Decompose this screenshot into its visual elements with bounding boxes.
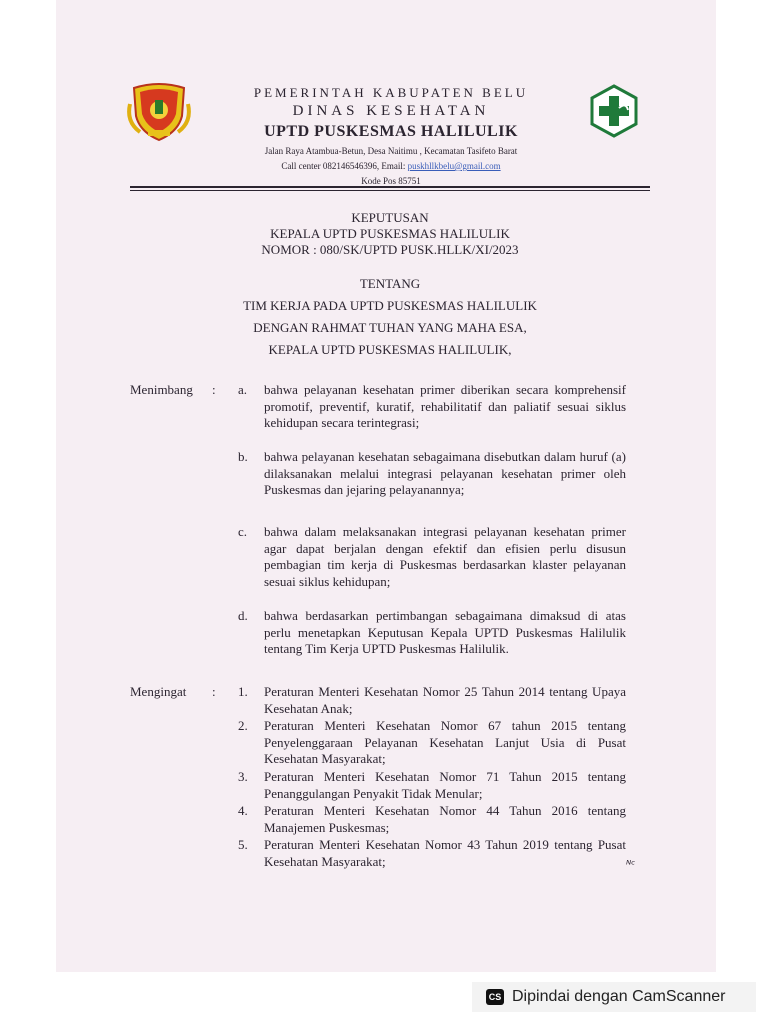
item-text: bahwa pelayanan kesehatan primer diberikan secara komprehensif promotif, preventif, kuratif, rehabilitatif dan paliatif sesuai siklus kehidupan secara terintegrasi; — [264, 382, 626, 431]
letterhead-address: Jalan Raya Atambua-Betun, Desa Naitimu , Kecamatan Tasifeto Barat — [264, 146, 518, 156]
mengingat-item — [238, 718, 626, 768]
item-mark: 4. — [238, 803, 248, 818]
letterhead — [196, 84, 586, 188]
about-label: TENTANG — [359, 276, 421, 291]
camscanner-watermark — [472, 982, 756, 1012]
letterhead-department: DINAS KESEHATAN — [292, 103, 490, 119]
letterhead-rule-thin — [130, 190, 650, 191]
item-text: Peraturan Menteri Kesehatan Nomor 25 Tahun 2014 tentang Upaya Kesehatan Anak; — [264, 684, 626, 716]
camscanner-icon: CS — [486, 989, 504, 1005]
item-text: bahwa dalam melaksanakan integrasi pelayanan kesehatan primer agar dapat berjalan dengan efektif dan efisien perlu disusun pembagian tim kerja di Puskesmas berdasarkan klaster pelayanan sesuai siklus kehidupan; — [264, 524, 626, 589]
item-text: Peraturan Menteri Kesehatan Nomor 67 tahun 2015 tentang Penyelenggaraan Pelayanan Kesehatan Lanjut Usia di Pusat Kesehatan Masyarakat; — [264, 718, 626, 767]
menimbang-item — [238, 382, 626, 432]
mengingat-item — [238, 837, 626, 870]
item-text: bahwa berdasarkan pertimbangan sebagaimana dimaksud di atas perlu menetapkan Keputusan Kepala UPTD Puskesmas Halilulik tentang Tim Kerja UPTD Puskesmas Halilulik. — [264, 608, 626, 657]
item-text: Peraturan Menteri Kesehatan Nomor 43 Tahun 2019 tentang Pusat Kesehatan Masyarakat; — [264, 837, 626, 869]
item-mark: 1. — [238, 684, 248, 699]
item-text: bahwa pelayanan kesehatan sebagaimana disebutkan dalam huruf (a) dilaksanakan melalui integrasi pelayanan kesehatan primer oleh Puskesmas dan jejaring pelayanannya; — [264, 449, 626, 498]
email-link[interactable]: puskhllkbelu@gmail.com — [407, 161, 501, 171]
decree-number: NOMOR : 080/SK/UPTD PUSK.HLLK/XI/2023 — [261, 242, 519, 257]
letterhead-government: PEMERINTAH KABUPATEN BELU — [253, 85, 529, 100]
decree-heading — [130, 210, 650, 258]
item-mark: c. — [238, 524, 248, 539]
decree-title: KEPUTUSAN — [351, 210, 429, 225]
mengingat-item — [238, 803, 626, 836]
item-text: Peraturan Menteri Kesehatan Nomor 44 Tahun 2016 tentang Manajemen Puskesmas; — [264, 803, 626, 835]
item-mark: 3. — [238, 769, 248, 784]
menimbang-colon: : — [212, 382, 216, 397]
menimbang-item — [238, 524, 626, 590]
mengingat-item — [238, 769, 626, 802]
letterhead-institution: UPTD PUSKESMAS HALILULIK — [264, 123, 518, 140]
menimbang-label: Menimbang — [130, 382, 193, 397]
decree-grace: DENGAN RAHMAT TUHAN YANG MAHA ESA, — [253, 320, 527, 335]
decree-subject: TIM KERJA PADA UPTD PUSKESMAS HALILULIK — [243, 298, 537, 313]
mengingat-label: Mengingat — [130, 684, 187, 699]
handwritten-initials: ᴺᶜ — [626, 858, 636, 871]
menimbang-item — [238, 449, 626, 499]
contact-prefix: Call center 082146546396, Email: — [281, 161, 408, 171]
item-mark: d. — [238, 608, 248, 623]
letterhead-rule-thick — [130, 186, 650, 188]
letterhead-postal: Kode Pos 85751 — [361, 176, 421, 186]
mengingat-colon: : — [212, 684, 216, 699]
menimbang-item — [238, 608, 626, 658]
item-mark: 2. — [238, 718, 248, 733]
kabupaten-emblem-icon — [126, 82, 192, 142]
item-mark: 5. — [238, 837, 248, 852]
decree-issuer: KEPALA UPTD PUSKESMAS HALILULIK — [270, 226, 510, 241]
letterhead-contact — [196, 160, 586, 173]
item-mark: a. — [238, 382, 248, 397]
decree-head: KEPALA UPTD PUSKESMAS HALILULIK, — [268, 342, 512, 357]
item-text: Peraturan Menteri Kesehatan Nomor 71 Tahun 2015 tentang Penanggulangan Penyakit Tidak Menular; — [264, 769, 626, 801]
mengingat-item — [238, 684, 626, 717]
camscanner-label: Dipindai dengan CamScanner — [512, 988, 726, 1005]
puskesmas-cross-icon — [588, 84, 640, 138]
item-mark: b. — [238, 449, 248, 464]
